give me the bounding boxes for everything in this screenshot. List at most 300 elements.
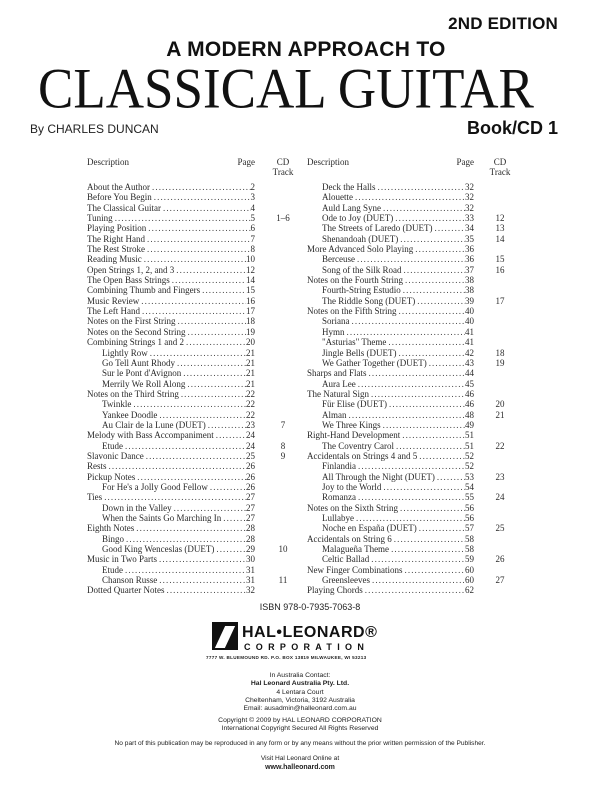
toc-entry-line	[102, 544, 255, 554]
toc-entry-page: 19	[246, 326, 255, 337]
visit-label: Visit Hal Leonard Online at	[260, 755, 340, 762]
toc-entry-line	[307, 430, 474, 440]
toc-entry-title: Etude	[102, 564, 123, 575]
toc-entry-page: 48	[465, 409, 474, 420]
toc-entry-line	[322, 192, 474, 202]
toc-entry-line	[102, 513, 255, 523]
dot-leader	[126, 534, 246, 544]
dot-leader	[372, 575, 465, 585]
toc-entry-line	[102, 348, 255, 358]
toc-entry-page: 22	[246, 399, 255, 410]
toc-entry-page: 32	[465, 202, 474, 213]
toc-entry-title: Accidentals on Strings 4 and 5	[307, 450, 418, 461]
toc-entry-title: More Advanced Solo Playing	[307, 244, 414, 255]
toc-entry-title: Notes on the Fifth String	[307, 306, 397, 317]
dot-leader	[405, 275, 465, 285]
toc-entry	[307, 461, 474, 471]
toc-entry-page: 21	[246, 357, 255, 368]
dot-leader	[377, 182, 465, 192]
toc-entry-line	[322, 554, 474, 564]
dot-leader	[358, 379, 465, 389]
dot-leader	[166, 585, 246, 595]
toc-entry-cd-track: 18	[495, 347, 505, 358]
toc-entry-line	[87, 327, 255, 337]
toc-entry-line	[322, 399, 474, 409]
toc-entry	[87, 585, 255, 595]
toc-entry	[307, 451, 474, 461]
toc-entry-page: 6	[250, 223, 255, 234]
toc-entry-page: 60	[465, 564, 474, 575]
dot-leader	[369, 368, 466, 378]
book-subtitle: A MODERN APPROACH TO	[166, 38, 446, 61]
toc-entry	[87, 450, 286, 461]
publisher-address: 7777 W. BLUEMOUND RD. P.O. BOX 13819 MILWAUKEE, WI 53213	[206, 655, 367, 660]
toc-entry-title: Music Review	[87, 295, 140, 306]
toc-entry	[87, 430, 255, 440]
toc-entry	[307, 492, 505, 503]
toc-entry	[307, 264, 505, 275]
dot-leader	[163, 203, 251, 213]
dot-leader	[159, 575, 246, 585]
toc-entry-page: 51	[465, 430, 474, 441]
toc-entry-cd-track: 19	[495, 357, 505, 368]
dot-leader	[148, 223, 250, 233]
toc-entry-cd-track: 13	[495, 223, 505, 234]
toc-entry	[87, 316, 255, 326]
toc-entry-title: Twinkle	[102, 399, 132, 410]
toc-entry-line	[322, 523, 474, 533]
edition-label: 2ND EDITION	[448, 14, 558, 33]
toc-entry	[307, 182, 474, 192]
toc-entry-page: 21	[246, 347, 255, 358]
contact-email: Email: ausadmin@halleonard.com.au	[243, 705, 357, 713]
toc-entry-page: 10	[246, 254, 255, 265]
hal-leonard-logo	[206, 622, 412, 666]
toc-entry-cd-track: 14	[495, 233, 505, 244]
dot-leader	[115, 213, 251, 223]
toc-entry-title: When the Saints Go Marching In	[102, 513, 222, 523]
toc-entry-page: 25	[246, 450, 255, 461]
toc-entry	[307, 440, 505, 451]
toc-entry-line	[102, 420, 255, 430]
toc-entry-title: We Gather Together (DUET)	[322, 357, 427, 368]
dot-leader	[388, 337, 465, 347]
toc-entry-page: 52	[465, 450, 474, 461]
dot-leader	[383, 420, 465, 430]
toc-entry-line	[102, 368, 255, 378]
toc-entry-title: Joy to the World	[322, 481, 382, 492]
dot-leader	[399, 306, 466, 316]
toc-entry	[87, 223, 255, 233]
toc-entry-page: 41	[465, 337, 474, 348]
dot-leader	[150, 348, 246, 358]
toc-entry-title: Shenandoah (DUET)	[322, 233, 399, 244]
dot-leader	[137, 472, 246, 482]
toc-entry-line	[102, 441, 255, 451]
toc-entry-title: Greensleeves	[322, 575, 370, 586]
toc-entry	[87, 275, 255, 285]
dot-leader	[216, 544, 246, 554]
toc-entry	[307, 244, 474, 254]
dot-leader	[399, 348, 466, 358]
toc-entry	[87, 419, 286, 430]
toc-entry-title: Notes on the First String	[87, 316, 176, 327]
toc-entry-page: 17	[246, 306, 255, 317]
toc-entry-page: 38	[465, 285, 474, 296]
toc-entry	[307, 575, 505, 586]
dot-leader	[210, 482, 246, 492]
contact-label: In Australia Contact:	[269, 672, 331, 679]
dot-leader	[400, 503, 465, 513]
toc-entry-title: Song of the Silk Road	[322, 264, 402, 275]
toc-entry-line	[322, 327, 474, 337]
toc-entry	[307, 316, 474, 326]
toc-entry-page: 7	[250, 233, 255, 244]
toc-entry-title: Down in the Valley	[102, 502, 172, 513]
toc-entry-title: Alman	[322, 409, 347, 420]
toc-entry-title: Pickup Notes	[87, 471, 136, 482]
toc-entry-line	[87, 451, 255, 461]
cd-header-line2: Track	[489, 167, 511, 177]
toc-entry	[307, 285, 474, 295]
isbn: ISBN 978-0-7935-7063-8	[259, 602, 361, 612]
toc-header	[307, 157, 511, 182]
toc-entry-title: Combining Thumb and Fingers	[87, 285, 201, 296]
toc-entry-line	[322, 410, 474, 420]
toc-entry-page: 34	[465, 223, 474, 234]
toc-entry-line	[322, 285, 474, 295]
dot-leader	[144, 254, 246, 264]
toc-entry-page: 58	[465, 544, 474, 555]
toc-entry	[307, 420, 474, 430]
toc-entry-page: 55	[465, 492, 474, 503]
toc-entry-page: 53	[465, 471, 474, 482]
toc-entry-page: 44	[465, 368, 474, 379]
toc-entry	[87, 348, 255, 358]
dot-leader	[394, 534, 465, 544]
dot-leader	[208, 420, 246, 430]
toc-entry-line	[307, 389, 474, 399]
toc-entry-page: 57	[465, 523, 474, 534]
toc-entry-line	[87, 223, 255, 233]
toc-entry	[307, 523, 505, 534]
toc-entry-line	[307, 565, 474, 575]
toc-entry-title: Au Clair de la Lune (DUET)	[102, 419, 206, 430]
toc-entry	[87, 440, 286, 451]
toc-entry-title: Finlandia	[322, 461, 356, 472]
dot-leader	[415, 244, 465, 254]
toc-entry-line	[87, 213, 255, 223]
contact-city: Cheltenham, Victoria, 3192 Australia	[245, 696, 355, 704]
dot-leader	[391, 544, 465, 554]
toc-entry-title: Slavonic Dance	[87, 450, 144, 461]
toc-entry-line	[307, 503, 474, 513]
toc-entry-line	[87, 244, 255, 254]
toc-entry	[307, 357, 505, 368]
dot-leader	[176, 265, 246, 275]
dot-leader	[188, 327, 247, 337]
toc-entry-page: 36	[465, 244, 474, 255]
toc-rows-left	[87, 182, 290, 596]
toc-entry-title: The Streets of Laredo (DUET)	[322, 223, 433, 234]
toc-entry-line	[307, 244, 474, 254]
toc-entry-title: Notes on the Third String	[87, 388, 179, 399]
toc-entry-title: Right-Hand Development	[307, 430, 401, 441]
dot-leader	[358, 492, 465, 502]
toc-entry-cd-track: 23	[495, 471, 505, 482]
dot-leader	[125, 441, 246, 451]
toc-entry-title: Dotted Quarter Notes	[87, 585, 165, 596]
toc-entry-line	[87, 523, 255, 533]
toc-entry	[87, 306, 255, 316]
toc-entry-line	[87, 461, 255, 471]
toc-entry-page: 36	[465, 254, 474, 265]
toc-entry-line	[307, 275, 474, 285]
toc-entry	[87, 368, 255, 378]
toc-entry-title: The Riddle Song (DUET)	[322, 295, 416, 306]
dot-leader	[183, 368, 246, 378]
logo-name: HAL•LEONARD®	[242, 624, 378, 641]
dot-leader	[403, 285, 465, 295]
toc-entry-title: Sharps and Flats	[307, 368, 367, 379]
toc-entry-cd-track: 22	[495, 440, 505, 451]
toc-entry-page: 59	[465, 554, 474, 565]
dot-leader	[405, 565, 466, 575]
toc-entry-page: 58	[465, 533, 474, 544]
toc-entry-line	[322, 213, 474, 223]
dot-leader	[402, 430, 465, 440]
toc-entry-line	[87, 275, 255, 285]
dot-leader	[352, 316, 466, 326]
dot-leader	[223, 513, 246, 523]
toc-entry	[307, 389, 474, 399]
toc-entry-cd-track: 10	[278, 544, 288, 555]
description-column-header: Description	[87, 157, 129, 167]
toc-entry-page: 3	[250, 192, 255, 203]
toc-entry-title: Notes on the Fourth String	[307, 275, 403, 286]
toc-entry-title: Ties	[87, 492, 103, 503]
toc-entry-page: 56	[465, 513, 474, 523]
toc-entry	[87, 192, 255, 202]
toc-entry-line	[87, 389, 255, 399]
copyright-line: Copyright © 2009 by HAL LEONARD CORPORATION	[218, 717, 382, 724]
cd-track-column-header	[485, 157, 515, 177]
toc-entry-page: 49	[465, 419, 474, 430]
toc-entry-title: Playing Position	[87, 223, 147, 234]
toc-entry	[87, 554, 255, 564]
toc-entry-line	[87, 492, 255, 502]
toc-entry-title: The Classical Guitar	[87, 202, 161, 213]
toc-entry	[87, 544, 288, 555]
dot-leader	[125, 565, 246, 575]
contact-company: Hal Leonard Australia Pty. Ltd.	[250, 680, 350, 688]
dot-leader	[104, 492, 246, 502]
toc-entry	[307, 233, 505, 244]
toc-entry-title: Open Strings 1, 2, and 3	[87, 264, 175, 275]
toc-entry-page: 32	[465, 192, 474, 203]
toc-entry-title: Go Tell Aunt Rhody	[102, 357, 175, 368]
toc-entry-title: Celtic Ballad	[322, 554, 370, 565]
toc-entry-line	[322, 182, 474, 192]
toc-entry-title: Hymn	[322, 326, 345, 337]
toc-entry-line	[307, 368, 474, 378]
toc-entry	[307, 430, 474, 440]
toc-entry-title: The Open Bass Strings	[87, 275, 170, 286]
toc-entry	[87, 472, 255, 482]
toc-entry-cd-track: 8	[280, 440, 286, 451]
toc-entry-line	[102, 482, 255, 492]
toc-entry-title: The Left Hand	[87, 306, 140, 317]
toc-entry-title: Chanson Russe	[102, 575, 158, 586]
toc-entry-line	[322, 316, 474, 326]
toc-entry	[87, 234, 255, 244]
toc-entry-line	[322, 337, 474, 347]
toc-entry-cd-track: 26	[495, 554, 505, 565]
toc-entry-line	[307, 306, 474, 316]
book-cd-label: Book/CD 1	[466, 118, 558, 138]
toc-entry-title: Für Elise (DUET)	[322, 399, 387, 410]
toc-entry	[87, 513, 255, 523]
toc-entry	[307, 399, 505, 410]
toc-entry-line	[87, 265, 255, 275]
toc-entry-cd-track: 17	[495, 295, 505, 306]
toc-entry-line	[322, 492, 474, 502]
dot-leader	[174, 503, 246, 513]
page-column-header: Page	[237, 157, 255, 167]
toc-entry-page: 14	[246, 275, 255, 286]
toc-entry-title: Merrily We Roll Along	[102, 378, 186, 389]
toc-entry-page: 24	[246, 440, 255, 451]
toc-entry-title: The Right Hand	[87, 233, 145, 244]
toc-entry-title: We Three Kings	[322, 419, 381, 430]
toc-entry-page: 54	[465, 481, 474, 492]
toc-entry-line	[87, 192, 255, 202]
toc-entry-title: Tuning	[87, 213, 113, 224]
dot-leader	[349, 410, 466, 420]
toc-entry-page: 52	[465, 461, 474, 472]
toc-entry-line	[322, 203, 474, 213]
toc-entry-line	[102, 575, 255, 585]
toc-rows-right	[307, 182, 505, 596]
cd-header-line1: CD	[276, 157, 290, 167]
toc-entry-title: Good King Wenceslas (DUET)	[102, 544, 215, 555]
toc-entry-page: 5	[250, 213, 255, 224]
toc-entry-line	[87, 554, 255, 564]
toc-entry-line	[87, 203, 255, 213]
toc-entry-title: All Through the Night (DUET)	[322, 471, 435, 482]
dot-leader	[419, 451, 465, 461]
toc-entry	[307, 513, 474, 523]
toc-entry-title: "Asturias" Theme	[322, 337, 387, 348]
toc-entry	[87, 523, 255, 533]
toc-entry-line	[322, 296, 474, 306]
toc-entry	[87, 503, 255, 513]
toc-entry-page: 27	[246, 492, 255, 503]
toc-entry	[87, 379, 255, 389]
toc-entry-line	[87, 285, 255, 295]
toc-entry-line	[322, 472, 474, 482]
toc-entry-line	[102, 503, 255, 513]
toc-entry-page: 32	[246, 585, 255, 596]
toc-entry-page: 12	[246, 264, 255, 275]
toc-entry-page: 16	[246, 295, 255, 306]
toc-entry-page: 28	[246, 533, 255, 544]
dot-leader	[356, 513, 465, 523]
dot-leader	[419, 523, 465, 533]
toc-entry-title: Playing Chords	[307, 585, 363, 596]
toc-entry	[307, 192, 474, 202]
toc-column-left	[87, 157, 294, 596]
toc-entry-cd-track: 12	[495, 213, 505, 224]
toc-entry-cd-track: 15	[495, 254, 505, 265]
toc-entry-line	[87, 306, 255, 316]
toc-entry-title: Jingle Bells (DUET)	[322, 347, 397, 358]
toc-entry-title: Aura Lee	[322, 378, 356, 389]
dot-leader	[383, 482, 465, 492]
toc-entry-line	[87, 234, 255, 244]
toc-entry-page: 21	[246, 368, 255, 379]
toc-entry	[307, 565, 474, 575]
toc-entry-page: 46	[465, 399, 474, 410]
dot-leader	[365, 585, 465, 595]
toc-entry-page: 62	[465, 585, 474, 596]
toc-entry-page: 26	[246, 481, 255, 492]
toc-entry-page: 40	[465, 306, 474, 317]
australia-contact	[0, 672, 600, 713]
toc-entry-title: Fourth-String Estudio	[322, 285, 401, 296]
toc-entry	[307, 223, 505, 234]
dot-leader	[371, 389, 465, 399]
toc-entry-page: 41	[465, 326, 474, 337]
toc-entry-line	[322, 420, 474, 430]
toc-entry-line	[87, 337, 255, 347]
toc-entry-cd-track: 27	[495, 575, 505, 586]
toc-entry-page: 18	[246, 316, 255, 327]
toc-entry	[87, 265, 255, 275]
toc-entry-cd-track: 20	[495, 399, 505, 410]
toc-entry-title: Reading Music	[87, 254, 142, 265]
toc-entry	[307, 337, 474, 347]
toc-entry-page: 37	[465, 264, 474, 275]
toc-entry-title: Lullabye	[322, 513, 354, 523]
toc-entry-title: For He's a Jolly Good Fellow	[102, 481, 208, 492]
toc-entry-line	[322, 441, 474, 451]
toc-entry-title: Alouette	[322, 192, 353, 203]
toc-entry-title: Melody with Bass Accompaniment	[87, 430, 214, 441]
toc-entry-page: 20	[246, 337, 255, 348]
copyright-block	[0, 717, 600, 734]
dot-leader	[186, 337, 246, 347]
toc-entry-page: 29	[246, 544, 255, 555]
dot-leader	[147, 244, 251, 254]
toc-entry-page: 27	[246, 513, 255, 523]
toc-entry-title: Rests	[87, 461, 107, 472]
toc-entry-line	[322, 358, 474, 368]
toc-entry-page: 2	[250, 182, 255, 192]
toc-entry-line	[87, 254, 255, 264]
dot-leader	[434, 223, 465, 233]
visit-online	[0, 755, 600, 772]
toc-entry-line	[102, 379, 255, 389]
website-link[interactable]: www.halleonard.com	[265, 763, 335, 771]
toc-entry-title: Lightly Row	[102, 347, 148, 358]
description-column-header: Description	[307, 157, 349, 167]
toc-entry-cd-track: 9	[280, 450, 286, 461]
toc-entry-title: Notes on the Sixth String	[307, 502, 399, 513]
toc-entry	[87, 575, 288, 586]
toc-entry	[87, 203, 255, 213]
toc-entry-page: 56	[465, 502, 474, 513]
